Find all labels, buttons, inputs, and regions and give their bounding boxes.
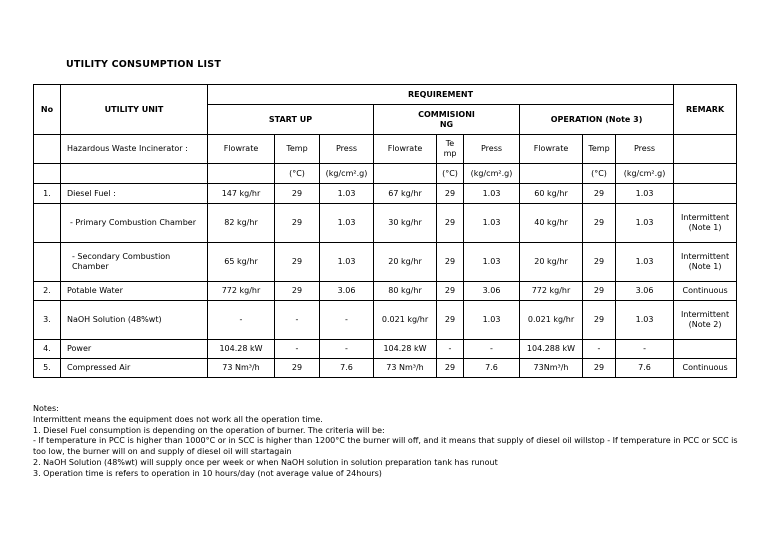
unit-press: (kg/cm².g) xyxy=(464,164,520,184)
cell-op-flow: 772 kg/hr xyxy=(520,282,583,301)
cell-su-flow: 73 Nm³/h xyxy=(208,359,275,378)
row-number: 1. xyxy=(34,184,61,204)
cell-op-press: 1.03 xyxy=(616,184,674,204)
unit-temp: (°C) xyxy=(583,164,616,184)
subheader-temp: Temp xyxy=(583,135,616,164)
unit-press: (kg/cm².g) xyxy=(616,164,674,184)
note-line: 3. Operation time is refers to operation in 10 hours/day (not average value of 24hours) xyxy=(33,468,382,478)
utility-table xyxy=(33,84,737,378)
empty-cell xyxy=(34,135,61,164)
unit-press: (kg/cm².g) xyxy=(320,164,374,184)
cell-co-flow: 20 kg/hr xyxy=(374,243,437,282)
unit-temp: (°C) xyxy=(437,164,464,184)
note-line: Intermittent means the equipment does not work all the operation time. xyxy=(33,414,323,424)
cell-co-press: - xyxy=(464,340,520,359)
cell-su-flow: 65 kg/hr xyxy=(208,243,275,282)
cell-su-temp: 29 xyxy=(275,243,320,282)
cell-co-temp: 29 xyxy=(437,243,464,282)
utility-name: - Primary Combustion Chamber xyxy=(61,204,208,243)
subheader-temp xyxy=(437,135,464,164)
empty-cell xyxy=(674,164,737,184)
subheader-temp-part1: Te xyxy=(445,139,455,149)
header-remark: REMARK xyxy=(674,85,737,135)
row-number: 3. xyxy=(34,301,61,340)
cell-op-press: 3.06 xyxy=(616,282,674,301)
cell-su-temp: 29 xyxy=(275,184,320,204)
cell-su-temp: - xyxy=(275,340,320,359)
utility-name: - Secondary Combustion Chamber xyxy=(61,243,208,282)
empty-cell xyxy=(674,135,737,164)
cell-co-press: 1.03 xyxy=(464,301,520,340)
subheader-temp: Temp xyxy=(275,135,320,164)
empty-cell xyxy=(61,164,208,184)
subheader-flowrate: Flowrate xyxy=(374,135,437,164)
table-row xyxy=(34,301,737,340)
remark-cell: Continuous xyxy=(674,282,737,301)
cell-su-press: 1.03 xyxy=(320,204,374,243)
notes xyxy=(33,404,738,480)
cell-co-press: 3.06 xyxy=(464,282,520,301)
cell-op-temp: 29 xyxy=(583,282,616,301)
note-line: 2. NaOH Solution (48%wt) will supply once per week or when NaOH solution in solution preparation tank has runout xyxy=(33,457,498,467)
cell-co-flow: 104.28 kW xyxy=(374,340,437,359)
cell-co-temp: 29 xyxy=(437,204,464,243)
utility-name: Diesel Fuel : xyxy=(61,184,208,204)
unit-temp: (°C) xyxy=(275,164,320,184)
header-commissioning-line2: NG xyxy=(439,119,454,129)
cell-op-temp: 29 xyxy=(583,204,616,243)
row-number: 4. xyxy=(34,340,61,359)
header-commissioning-line1: COMMISIONI xyxy=(418,109,475,119)
table-row xyxy=(34,184,737,204)
cell-co-temp: 29 xyxy=(437,359,464,378)
cell-co-flow: 0.021 kg/hr xyxy=(374,301,437,340)
utility-name: Power xyxy=(61,340,208,359)
cell-co-press: 1.03 xyxy=(464,184,520,204)
table-row xyxy=(34,282,737,301)
header-utility-unit: UTILITY UNIT xyxy=(61,85,208,135)
cell-op-flow: 104.288 kW xyxy=(520,340,583,359)
table-row xyxy=(34,204,737,243)
cell-su-press: - xyxy=(320,301,374,340)
cell-op-flow: 60 kg/hr xyxy=(520,184,583,204)
note-line: 1. Diesel Fuel consumption is depending on the operation of burner. The criteria will be: xyxy=(33,425,385,435)
cell-su-press: 3.06 xyxy=(320,282,374,301)
cell-su-flow: 82 kg/hr xyxy=(208,204,275,243)
empty-cell xyxy=(34,164,61,184)
cell-op-flow: 73Nm³/h xyxy=(520,359,583,378)
utility-name: NaOH Solution (48%wt) xyxy=(61,301,208,340)
note-line: - If temperature in PCC is higher than 1000°C or in SCC is higher than 1200°C the burner will off, and it means that supply of diesel oil willstop - If temperature in PCC or SCC is too low, the burner will on and supply of diesel oil will startagain xyxy=(33,436,738,457)
cell-op-temp: 29 xyxy=(583,359,616,378)
empty-cell xyxy=(374,164,437,184)
cell-co-press: 1.03 xyxy=(464,243,520,282)
remark-cell xyxy=(674,340,737,359)
subheader-flowrate: Flowrate xyxy=(208,135,275,164)
cell-co-flow: 80 kg/hr xyxy=(374,282,437,301)
header-commissioning xyxy=(374,105,520,135)
cell-co-flow: 67 kg/hr xyxy=(374,184,437,204)
cell-su-flow: 147 kg/hr xyxy=(208,184,275,204)
cell-su-press: 7.6 xyxy=(320,359,374,378)
note-line: Notes: xyxy=(33,404,59,413)
cell-op-press: - xyxy=(616,340,674,359)
empty-cell xyxy=(520,164,583,184)
cell-su-flow: - xyxy=(208,301,275,340)
cell-co-flow: 30 kg/hr xyxy=(374,204,437,243)
cell-op-press: 7.6 xyxy=(616,359,674,378)
remark-cell xyxy=(674,184,737,204)
subheader-press: Press xyxy=(616,135,674,164)
cell-op-press: 1.03 xyxy=(616,243,674,282)
subheader-press: Press xyxy=(464,135,520,164)
cell-su-temp: 29 xyxy=(275,282,320,301)
header-start-up: START UP xyxy=(208,105,374,135)
cell-op-flow: 40 kg/hr xyxy=(520,204,583,243)
table-row xyxy=(34,340,737,359)
cell-op-temp: - xyxy=(583,340,616,359)
header-operation: OPERATION (Note 3) xyxy=(520,105,674,135)
cell-su-press: 1.03 xyxy=(320,243,374,282)
cell-op-temp: 29 xyxy=(583,243,616,282)
cell-co-temp: 29 xyxy=(437,282,464,301)
remark-cell: Continuous xyxy=(674,359,737,378)
cell-su-temp: 29 xyxy=(275,359,320,378)
utility-name: Compressed Air xyxy=(61,359,208,378)
subheader-flowrate: Flowrate xyxy=(520,135,583,164)
subheader-press: Press xyxy=(320,135,374,164)
row-number xyxy=(34,204,61,243)
cell-op-temp: 29 xyxy=(583,184,616,204)
table-row xyxy=(34,243,737,282)
section-label: Hazardous Waste Incinerator : xyxy=(61,135,208,164)
utility-name: Potable Water xyxy=(61,282,208,301)
cell-co-temp: - xyxy=(437,340,464,359)
subheader-temp-part2: mp xyxy=(443,149,457,158)
remark-cell: Intermittent (Note 2) xyxy=(674,301,737,340)
remark-cell: Intermittent (Note 1) xyxy=(674,243,737,282)
cell-su-press: - xyxy=(320,340,374,359)
table-row xyxy=(34,359,737,378)
row-number: 2. xyxy=(34,282,61,301)
empty-cell xyxy=(208,164,275,184)
cell-op-press: 1.03 xyxy=(616,301,674,340)
cell-co-press: 7.6 xyxy=(464,359,520,378)
cell-op-flow: 20 kg/hr xyxy=(520,243,583,282)
cell-co-flow: 73 Nm³/h xyxy=(374,359,437,378)
page-title: UTILITY CONSUMPTION LIST xyxy=(66,59,222,70)
cell-su-press: 1.03 xyxy=(320,184,374,204)
cell-op-flow: 0.021 kg/hr xyxy=(520,301,583,340)
row-number xyxy=(34,243,61,282)
remark-cell: Intermittent (Note 1) xyxy=(674,204,737,243)
cell-op-temp: 29 xyxy=(583,301,616,340)
header-no: No xyxy=(34,85,61,135)
cell-co-temp: 29 xyxy=(437,301,464,340)
cell-su-temp: 29 xyxy=(275,204,320,243)
cell-co-press: 1.03 xyxy=(464,204,520,243)
header-requirement: REQUIREMENT xyxy=(208,85,674,105)
cell-op-press: 1.03 xyxy=(616,204,674,243)
cell-su-flow: 772 kg/hr xyxy=(208,282,275,301)
cell-su-flow: 104.28 kW xyxy=(208,340,275,359)
cell-su-temp: - xyxy=(275,301,320,340)
row-number: 5. xyxy=(34,359,61,378)
cell-co-temp: 29 xyxy=(437,184,464,204)
